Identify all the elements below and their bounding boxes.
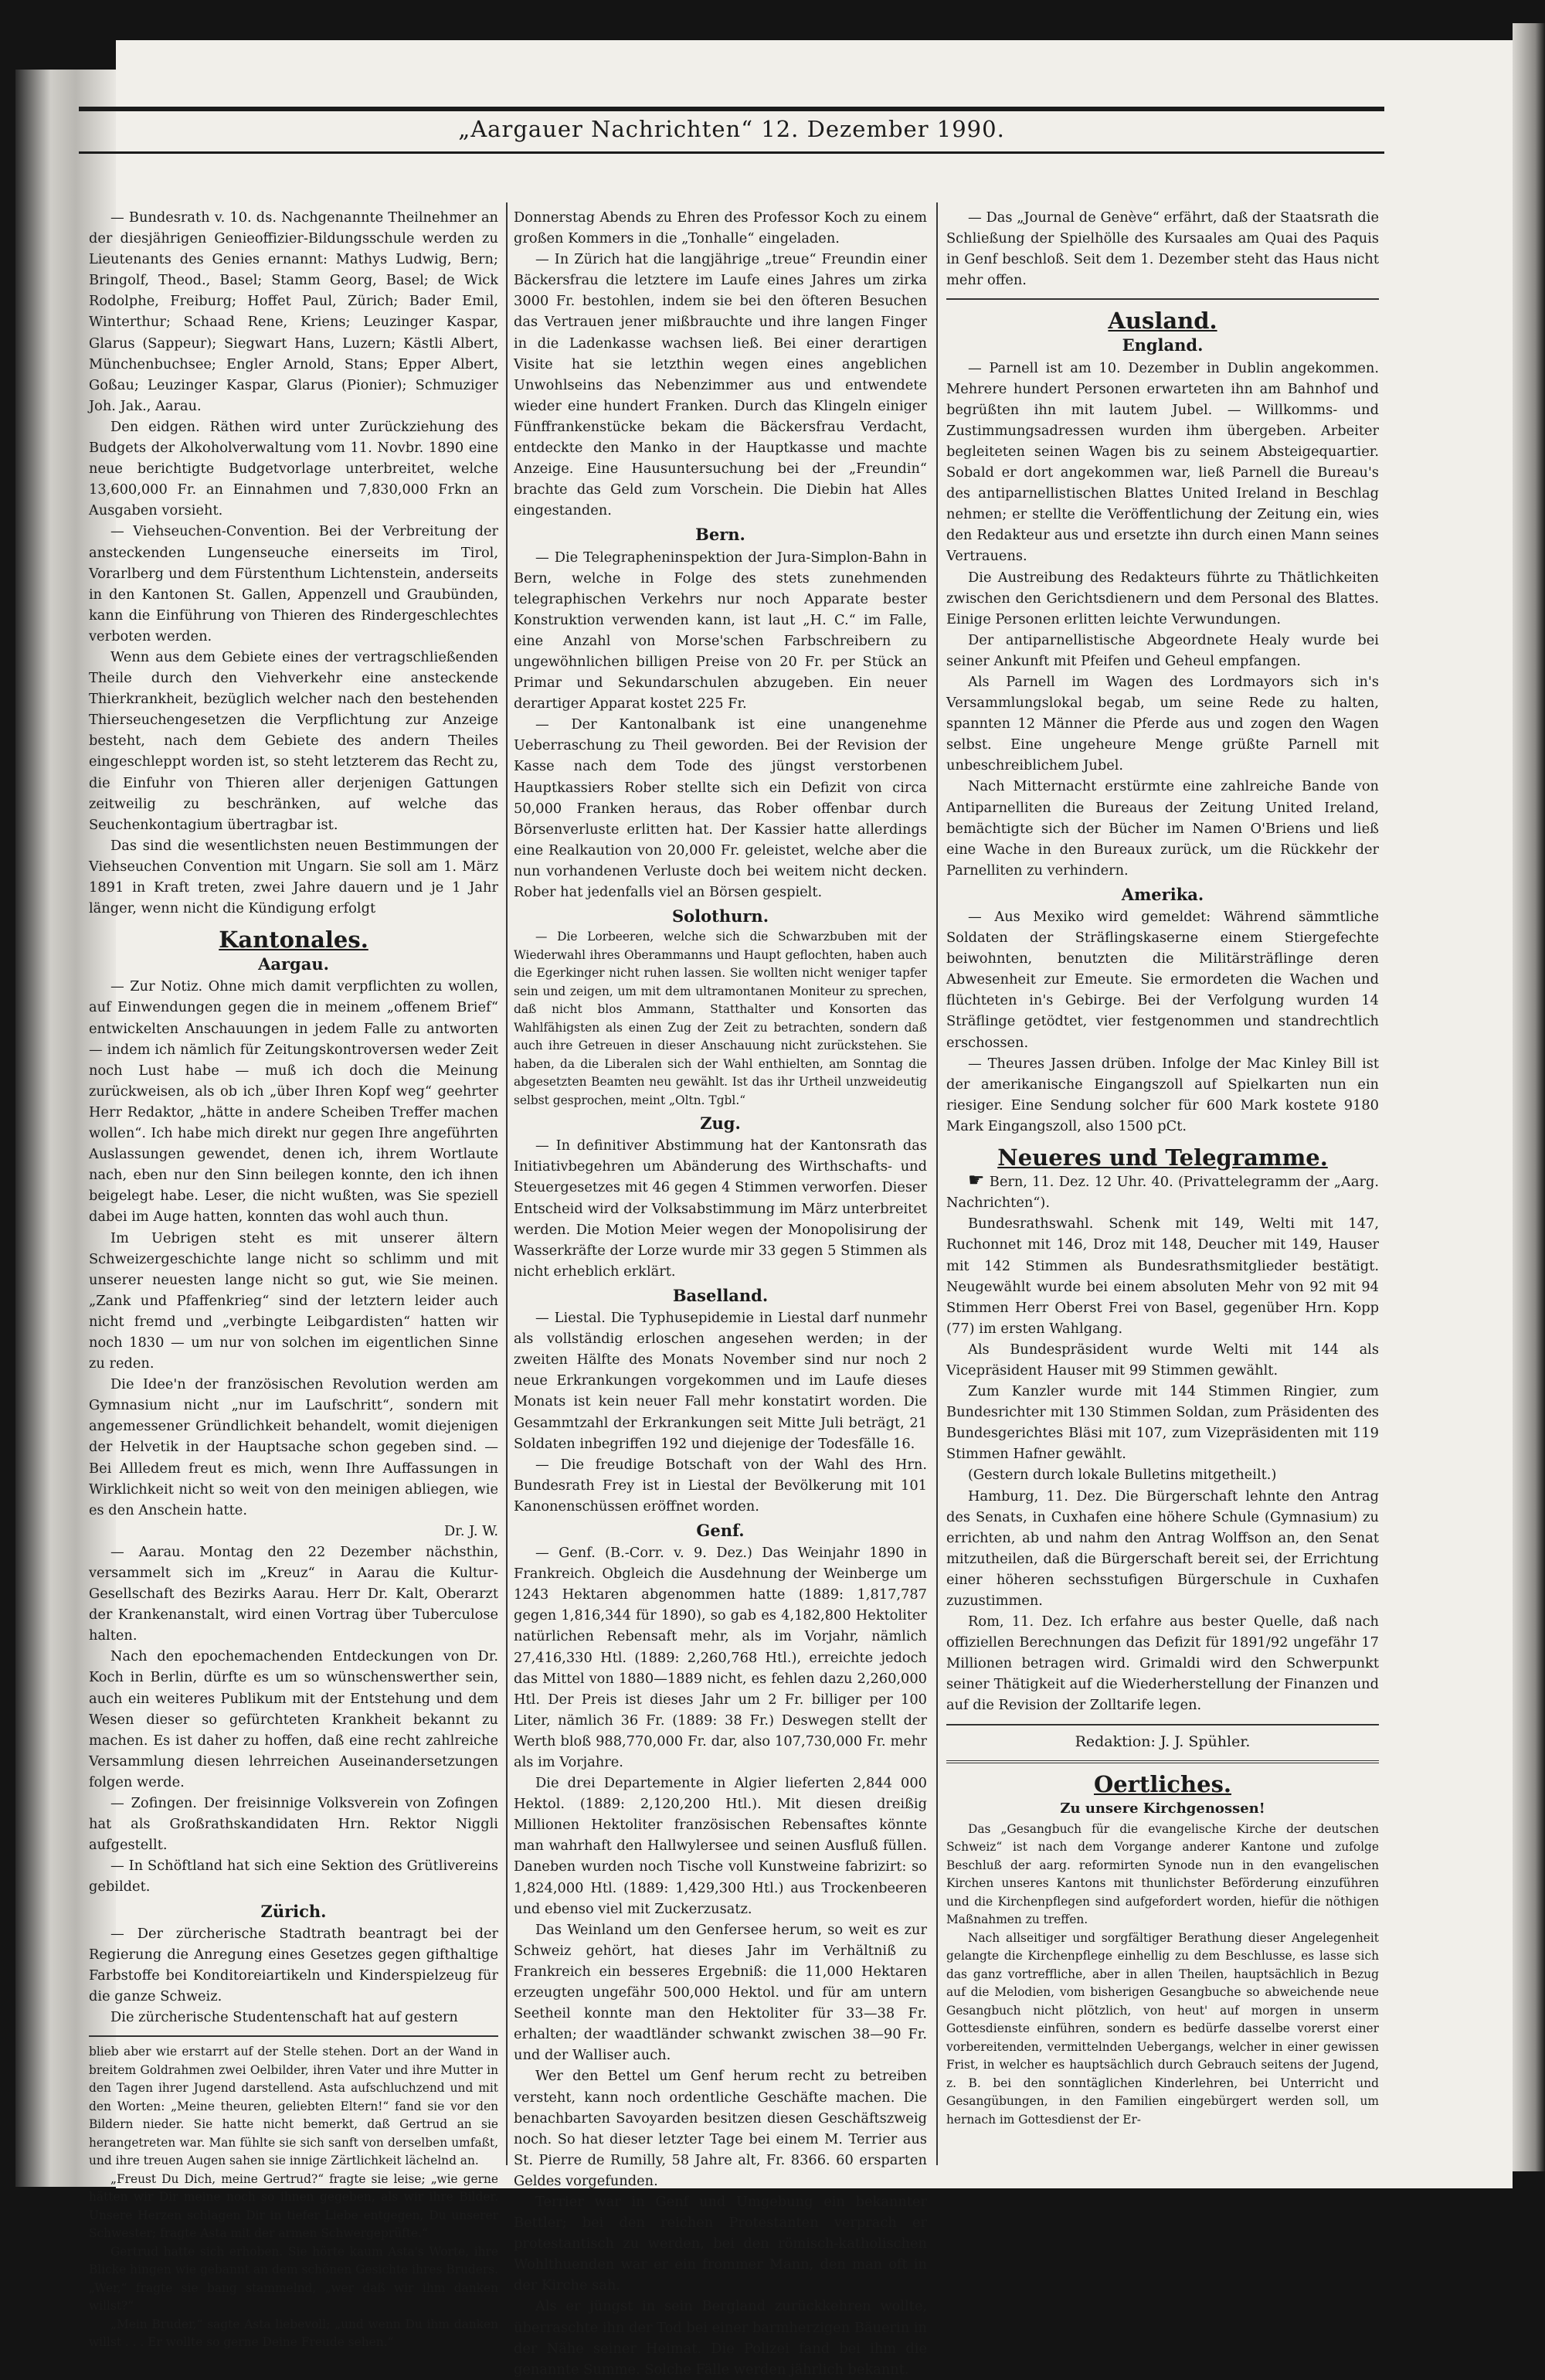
article: Rom, 11. Dez. Ich erfahre aus bester Quelle, daß nach offiziellen Berechnungen das Defizit für 1891/92 ungefähr 17 Millionen betragen wird. Grimaldi wird den Schwerpunkt seiner Thätigkeit auf die Wiederherstellung der Finanzen und auf die Revision der Zolltarife legen. xyxy=(946,1613,1379,1714)
article: Das sind die wesentlichsten neuen Bestimmungen der Viehseuchen Convention mit Ungarn. Sie soll am 1. März 1891 in Kraft treten, zwei Jahre dauern und je 1 Jahr länger, wenn nicht die Kündigung erfolgt xyxy=(89,837,498,917)
article: — In Zürich hat die langjährige „treue“ Freundin einer Bäckersfrau die letztere im Laufe eines Jahres um zirka 3000 Fr. bestohlen, indem sie bei den öfteren Besuchen das Vertrauen jener mißbrauchte und ihre langen Finger in die Ladenkasse wachsen ließ. Bei einer derartigen Visite hat sie letzthin wegen eines angeblichen Unwohlseins das Nebenzimmer aus und entwendete wieder eine hundert Franken. Durch das Klingeln einiger Fünffrankenstücke bekam die Bäckersfrau Verdacht, entdeckte den Manko in der Hauptkasse und machte Anzeige. Eine Hausuntersuchung bei der „Freundin“ brachte das Geld zum Vorschein. Die Diebin hat Alles eingestanden. xyxy=(514,251,927,519)
subheading-baselland: Baselland. xyxy=(672,1285,769,1305)
subheading-zuerich: Zürich. xyxy=(260,1901,327,1921)
telegram-dateline: Bern, 11. Dez. 12 Uhr. 40. (Privattelegramm der „Aarg. Nachrichten“). xyxy=(946,1174,1379,1212)
article: — Liestal. Die Typhusepidemie in Liestal darf nunmehr als vollständig erloschen angesehen werden; in der zweiten Hälfte des Monats November sind nur noch 2 neue Erkrankungen vorgekommen und im Laufe dieses Monats ist kein neuer Fall mehr konstatirt worden. Die Gesammtzahl der Erkrankungen seit Mitte Juli beträgt, 21 Soldaten inbegriffen 192 und diejenige der Todesfälle 16. xyxy=(514,1310,927,1452)
article: — Viehseuchen-Convention. Bei der Verbreitung der ansteckenden Lungenseuche einerseits im Tirol, Vorarlberg und dem Fürstenthum Lichtenstein, anderseits in den Kantonen St. Gallen, Appenzell und Graubünden, kann die Einführung von Thieren des Rindergeschlechtes verboten werden. xyxy=(89,523,498,644)
article: — In Schöftland hat sich eine Sektion des Grütlivereins gebildet. xyxy=(89,1858,498,1896)
notice-paragraph: Das „Gesangbuch für die evangelische Kirche der deutschen Schweiz“ ist nach dem Vorgange anderer Kantone und zufolge Beschluß der aarg. reformirten Synode nun in den evangelischen Kirchen unseres Kantons mit thunlichster Beförderung einzuführen und die Kirchenpflegen sind aufgefordert worden, hiefür die nöthigen Maßnahmen zu treffen. xyxy=(946,1821,1379,1927)
article: — Zofingen. Der freisinnige Volksverein von Zofingen hat als Großrathskandidaten Hrn. Rektor Niggli aufgestellt. xyxy=(89,1795,498,1854)
section-heading-oertliches: Oertliches. xyxy=(1093,1770,1232,1797)
article: Wenn aus dem Gebiete eines der vertragschließenden Theile durch den Viehverkehr eine ansteckende Thierkrankheit, bezüglich welcher nach den bestehenden Thierseuchengesetzen die Verpflichtung zur Anzeige besteht, nach dem Gebiete des andern Theiles eingeschleppt worden ist, so steht letzterem das Recht zu, die Einfuhr von Thieren aller derjenigen Gattungen zeitweilig zu beschränken, auf welche das Seuchenkontagium übertragbar ist. xyxy=(89,648,498,833)
section-heading-kantonales: Kantonales. xyxy=(219,926,368,954)
article: — Aarau. Montag den 22 Dezember nächsthin, versammelt sich im „Kreuz“ in Aarau die Kultur-Gesellschaft des Bezirks Aarau. Herr Dr. Kalt, Oberarzt der Krankenanstalt, wird einen Vortrag über Tuberculose halten. xyxy=(89,1543,498,1644)
article: — Der zürcherische Stadtrath beantragt bei der Regierung die Anregung eines Gesetzes gegen gifthaltige Farbstoffe bei Konditoreiartikeln und Kinderspielzeug für die ganze Schweiz. xyxy=(89,1925,498,2004)
feuilleton-paragraph: Gertrud hatte sich erhoben. Sie hörte kaum Asta's Worte, ihre Blicke hingen wie gebannt an dem schönen Gesichte ihres Bruders. „Wer,“ fragte sie bang stammelnd, „wer daß wir ihm danken willst?“ xyxy=(89,2244,498,2314)
article: (Gestern durch lokale Bulletins mitgetheilt.) xyxy=(968,1467,1277,1484)
column-divider-2 xyxy=(936,202,938,2165)
article: — Das „Journal de Genève“ erfährt, daß der Staatsrath die Schließung der Spielhölle des Kursaales am Quai des Paquis in Genf beschloß. Seit dem 1. Dezember steht das Haus nicht mehr offen. xyxy=(946,209,1379,289)
section-heading-ausland: Ausland. xyxy=(1108,308,1217,335)
article: Hamburg, 11. Dez. Die Bürgerschaft lehnte den Antrag des Senats, in Cuxhafen eine höhere Schule (Gymnasium) zu errichten, ab und nahm den Antrag Wolffson an, den Senat mitzutheilen, daß die Bürgerschaft bereit sei, der Errichtung einer höheren sechsstufigen Bürgerschule in Cuxhafen zuzustimmen. xyxy=(946,1488,1379,1609)
article: Die Austreibung des Redakteurs führte zu Thätlichkeiten zwischen den Gerichtsdienern und dem Personal des Blattes. Einige Personen erlitten leichte Verwundungen. xyxy=(946,569,1379,627)
article: Der antiparnellistische Abgeordnete Healy wurde bei seiner Ankunft mit Pfeifen und Geheul empfangen. xyxy=(946,631,1379,669)
subheading-england: England. xyxy=(1122,335,1204,355)
article: — Zur Notiz. Ohne mich damit verpflichten zu wollen, auf Einwendungen gegen die in meinem „offenem Brief“ entwickelten Anschauungen in jedem Falle zu antworten — indem ich nämlich für Zeitungskontroversen weder Zeit noch Lust habe — muß ich doch die Meinung zurückweisen, als ob ich „über Ihren Kopf weg“ geehrter Herr Redaktor, „hätte in andere Scheiben Treffer machen wollen“. Ich habe mich direkt nur gegen Ihre angeführten Auslassungen gewendet, denen ich, ihrem Wortlaute nach, eben nur den Sinn beilegen konnte, den ich ihnen beigelegt habe. Leser, die nicht wußten, was Sie speziell dabei im Auge hatten, konnten das wohl auch thun. xyxy=(89,978,498,1226)
article: — Die freudige Botschaft von der Wahl des Hrn. Bundesrath Frey ist in Liestal der Bevölkerung mit 101 Kanonenschüssen eröffnet worden. xyxy=(514,1456,927,1515)
article: Als er jüngst in sein Bergland zurückkehren wollte, überraschte ihn der Tod bei einer barmherzigen Bäuerin in der Nähe seiner Heimat. Die Polizei fand bei ihm die genannte Summe. Solche Fälle werden jährlich bekannt. xyxy=(514,2298,927,2378)
telegram xyxy=(946,1170,1379,1213)
subheading-zug: Zug. xyxy=(700,1114,741,1134)
column-divider-1 xyxy=(506,202,508,2165)
subheading-solothurn: Solothurn. xyxy=(671,906,769,926)
article: — Bundesrath v. 10. ds. Nachgenannte Theilnehmer an der diesjährigen Genieoffizier-Bildungsschule werden zu Lieutenants des Genies ernannt: Mathys Ludwig, Bern; Bringolf, Theod., Basel; Stamm Georg, Basel; de Wick Rodolphe, Freiburg; Hoffet Paul, Zürich; Bader Emil, Winterthur; Schaad Rene, Kriens; Leuzinger Kaspar, Glarus (Sappeur); Siegwart Hans, Luzern; Kästli Albert, Münchenbuchsee; Engler Arnold, Stans; Epper Albert, Goßau; Leuzinger Kaspar, Glarus (Pionier); Schmuziger Joh. Jak., Aarau. xyxy=(89,209,498,414)
article: Donnerstag Abends zu Ehren des Professor Koch zu einem großen Kommers in die „Tonhalle“ eingeladen. xyxy=(514,209,927,247)
subheading-amerika: Amerika. xyxy=(1121,884,1204,904)
subheading-aargau: Aargau. xyxy=(258,954,329,974)
article: — Der Kantonalbank ist eine unangenehme Ueberraschung zu Theil geworden. Bei der Revision der Kasse nach dem Tode des jüngst verstorbenen Hauptkassiers Rober stellte sich ein Defizit von circa 50,000 Franken heraus, das Rober offenbar durch Börsenverluste erlitten hat. Der Kassier hatte allerdings eine Realkaution von 20,000 Fr. geleistet, welche aber die nun vorhandenen Verluste doch bei weitem nicht decken. Rober hat jedenfalls viel an Börsen gespielt. xyxy=(514,716,927,900)
article: Das Weinland um den Genfersee herum, so weit es zur Schweiz gehört, hat dieses Jahr im Verhältniß zu Frankreich ein besseres Ergebniß: die 11,000 Hektaren erzeugten ungefähr 500,000 Hektol. und für am untern Seetheil konnte man den Hektoliter für 33—38 Fr. erhalten; der waadtländer schwankt zwischen 38—90 Fr. und der Walliser auch. xyxy=(514,1921,927,2064)
article: — Aus Mexiko wird gemeldet: Während sämmtliche Soldaten der Sträflingskaserne einem Stiergefechte beiwohnten, benutzten die Militärsträflinge deren Abwesenheit zur Emeute. Sie ermordeten die Wachen und flüchteten in's Gebirge. Bei der Verfolgung wurden 14 Sträflinge getödtet, vier festgenommen und standrechtlich erschossen. xyxy=(946,909,1379,1051)
masthead-title: „Aargauer Nachrichten“ 12. Dezember 1990. xyxy=(458,116,1005,142)
article: — In definitiver Abstimmung hat der Kantonsrath das Initiativbegehren um Abänderung des Wirthschafts- und Steuergesetzes mit 46 gegen 4 Stimmen verworfen. Dieser Entscheid wird der Volksabstimmung im März unterbreitet werden. Die Motion Meier wegen der Monopolisirung der Wasserkräfte der Lorze wurde mir 33 gegen 5 Stimmen als nicht erheblich erklärt. xyxy=(514,1137,927,1280)
article: Nach den epochemachenden Entdeckungen von Dr. Koch in Berlin, dürfte es um so wünschenswerther sein, auch ein weiteres Publikum mit der Entstehung und dem Wesen dieser so gefürchteten Krankheit bekannt zu machen. Es ist daher zu hoffen, daß eine recht zahlreiche Versammlung diesen lehrreichen Auseinandersetzungen folgen werde. xyxy=(89,1648,498,1790)
pointing-hand-icon: ☛ xyxy=(968,1169,985,1192)
article: Als Bundespräsident wurde Welti mit 144 als Vicepräsident Hauser mit 99 Stimmen gewählt. xyxy=(946,1341,1379,1379)
section-heading-neueres: Neueres und Telegramme. xyxy=(997,1144,1328,1171)
subheading-genf: Genf. xyxy=(696,1520,745,1540)
feuilleton-divider xyxy=(89,2035,498,2037)
article: — Die Telegrapheninspektion der Jura-Simplon-Bahn in Bern, welche in Folge des stets zunehmenden telegraphischen Verkehrs nur noch Apparate bester Konstruktion verwenden kann, ist laut „H. C.“ im Falle, eine Anzahl von Morse'schen Farbschreibern zu ungewöhnlichen billigen Preise von 20 Fr. per Stück an Primar und Sekundarschulen abzugeben. Ein neuer derartiger Apparat kostet 225 Fr. xyxy=(514,549,927,712)
editor-divider-top xyxy=(946,1724,1379,1726)
notice-body xyxy=(946,1821,1379,2130)
editor-line: Redaktion: J. J. Spühler. xyxy=(1075,1732,1251,1750)
feuilleton xyxy=(89,2043,498,2352)
column-3 xyxy=(946,207,1379,2129)
feuilleton-paragraph: „Freust Du Dich, meine Gertrud?“ fragte sie leise; „wie gerne hätten wir Dir meine noch so ihnen gegeben, als wir ihre Bilder. Unsere Herzen schlagen Dir in tiefer Liebe entgegen, Du unserer Schwester; fragte Asta mit der armen Schwergeprüfte.“ xyxy=(89,2171,498,2241)
article: Die drei Departemente in Algier lieferten 2,844 000 Hektol. (1889: 2,120,200 Htl.). Mit diesen dreißig Millionen Hektoliter französischen Rebensaftes könnte man wahrhaft den Hallwylersee und seinen Ausfluß füllen. Daneben wurden noch Tische voll Kunstweine fabrizirt: so 1,824,000 Htl. (1889: 1,429,300 Htl.) aus Trockenbeeren und ebenso viel mit Zuckerzusatz. xyxy=(514,1775,927,1917)
article: Zum Kanzler wurde mit 144 Stimmen Ringier, zum Bundesrichter mit 130 Stimmen Soldan, zum Präsidenten des Bundesgerichtes Bläsi mit 107, zum Vizepräsidenten mit 119 Stimmen Hafner gewählt. xyxy=(946,1383,1379,1463)
article: — Die Lorbeeren, welche sich die Schwarzbuben mit der Wiederwahl ihres Oberammanns und Haupt geflochten, haben auch die Egerkinger nicht ruhen lassen. Sie wollten nicht weniger tapfer sein und zeigen, um mit dem ultramontanen Moniteur zu sprechen, daß nicht blos Ammann, Statthalter und Konsorten das Wahlfähigsten als einen Zug der Zeit zu betrachten, sondern daß auch ihre Getreuen in dieser Anschauung nicht zurückstehen. Sie haben, da die Liberalen sich der Wahl enthielten, am Sonntag die abgesetzten Beamten neu gewählt. Ist das ihr Urtheil unzweideutig selbst gesprochen, meint „Oltn. Tgbl.“ xyxy=(514,930,927,1107)
editor-divider-bottom xyxy=(946,1760,1379,1763)
column-2 xyxy=(514,207,927,2380)
article: — Theures Jassen drüben. Infolge der Mac Kinley Bill ist der amerikanische Eingangszoll auf Spielkarten nun ein riesiger. Eine Sendung solcher für 600 Mark kostete 9180 Mark Eingangszoll, also 1500 pCt. xyxy=(946,1055,1379,1134)
article: Die zürcherische Studentenschaft hat auf gestern xyxy=(110,2008,458,2025)
article: Als Parnell im Wagen des Lordmayors sich in's Versammlungslokal begab, um seine Rede zu halten, spannten 12 Männer die Pferde aus und zogen den Wagen selbst. Eine ungeheure Menge grüßte Parnell mit unbeschreiblichem Jubel. xyxy=(946,673,1379,774)
article: Wer den Bettel um Genf herum recht zu betreiben versteht, kann noch ordentliche Geschäfte machen. Die benachbarten Savoyarden besitzen diesen Geschäftszweig noch. So hat dieser letzter Tage bei einem M. Terrier aus St. Pierre de Rumilly, 58 Jahre alt, Fr. 8366. 60 ersparten Geldes vorgefunden. xyxy=(514,2068,927,2189)
article: Nach Mitternacht erstürmte eine zahlreiche Bande von Antiparnelliten die Bureaus der Zeitung United Ireland, bemächtigte sich der Bücher im Namen O'Briens und ließ eine Wache in den Bureaux zurück, um die Rückkehr der Parnelliten zu verhindern. xyxy=(946,778,1379,879)
article: Im Uebrigen steht es mit unserer ältern Schweizergeschichte lange nicht so schlimm und mit unserer neuesten lange nicht so gut, wie Sie meinen. „Zank und Pfaffenkrieg“ sind der letztern leider auch nicht fremd und „verbingte Leibgardisten“ hatten wir noch 1830 — um nur von solchen im eigentlichen Sinne zu reden. xyxy=(89,1229,498,1372)
signature: Dr. J. W. xyxy=(444,1522,498,1539)
article: Terrier war in Genf und Umgebung ein bekannter Bettler; bei den reichen Protestanten verprach er protestantisch zu werden, bei den römisch-katholischen Wohlthuenden war er ein frommer Mann, den man oft in der Kirche sah. xyxy=(514,2193,927,2294)
subheading-kirchgenossen: Zu unsere Kirchgenossen! xyxy=(1060,1800,1265,1817)
masthead xyxy=(79,107,1384,154)
article: — Genf. (B.-Corr. v. 9. Dez.) Das Weinjahr 1890 in Frankreich. Obgleich die Ausdehnung der Weinberge um 1243 Hektaren abgenommen hatte (1889: 1,817,787 gegen 1,816,344 für 1890), so gab es 4,182,800 Hektoliter natürlichen Rebensaft mehr, als im Vorjahr, nämlich 27,416,330 Htl. (1889: 2,260,768 Htl.), erreichte jedoch das Mittel von 1880—1889 nicht, es fehlen dazu 2,260,000 Htl. Der Preis ist dieses Jahr um 2 Fr. billiger per 100 Liter, nämlich 36 Fr. (1889: 38 Fr.) Deswegen stellt der Werth bloß 988,770,000 Fr. dar, also 107,730,000 Fr. mehr als im Vorjahre. xyxy=(514,1545,927,1770)
section-divider xyxy=(946,298,1379,300)
feuilleton-paragraph: „Mein Bruder,“ sagte Asta liebevoll; „und wenn Du ihm danken willst . . . Er wollte so gerne Deine Freude sehen.“ xyxy=(89,2317,498,2350)
column-1 xyxy=(89,207,498,2352)
page-stack-right xyxy=(1513,23,1545,2171)
feuilleton-paragraph: blieb aber wie erstarrt auf der Stelle stehen. Dort an der Wand in breitem Goldrahmen zwei Oelbilder, ihren Vater und ihre Mutter in den Tagen ihrer Jugend darstellend. Asta aufschluchzend und mit den Worten: „Meine theuren, geliebten Eltern!“ fand sie vor den Bildern nieder. Sie hatte nicht bemerkt, daß Gertrud an sie herangetreten war. Man fühlte sie sich sanft von derselben umfaßt, und ihre treuen Augen sahen sie innige Zärtlichkeit lächelnd an. xyxy=(89,2045,498,2168)
article: — Parnell ist am 10. Dezember in Dublin angekommen. Mehrere hundert Personen erwarteten ihn am Bahnhof und begrüßten ihn mit lautem Jubel. — Willkomms- und Zustimmungsadressen wurden ihm übergeben. Arbeiter begleiteten seinen Wagen bis zu seinem Absteigequartier. Sobald er dort angekommen war, ließ Parnell die Bureau's des antiparnellistischen Blattes United Ireland in Beschlag nehmen; er stellte die Veröffentlichung der Zeitung ein, wies den Redakteur aus und ersetzte ihn durch einen Mann seines Vertrauens. xyxy=(946,359,1379,565)
article: Die Idee'n der französischen Revolution werden am Gymnasium nicht „nur im Laufschritt“, sondern mit angemessener Gründlichkeit behandelt, womit diejenigen der Helvetik in der Hauptsache schon gegeben sind. — Bei Allledem freut es mich, wenn Ihre Auffassungen in Wirklichkeit nicht so weit von den meinigen abliegen, wie es den Anschein hatte. xyxy=(89,1376,498,1518)
notice-paragraph: Nach allseitiger und sorgfältiger Berathung dieser Angelegenheit gelangte die Kirchenpflege einhellig zu dem Beschlusse, es lasse sich das ganz vortreffliche, aber in allen Theilen, hauptsächlich in Bezug auf die Melodien, vom bisherigen Gesangbuche so abweichende neue Gesangbuch nicht plötzlich, von heut' auf morgen in unserm Gottesdienste einführen, sondern es bedürfe dasselbe vorerst einer vorbereitenden, vermittelnden Uebergangs, welcher in einer gewissen Frist, in welcher es hauptsächlich durch Gebrauch seitens der Jugend, z. B. bei den sonntäglichen Kinderlehren, bei Unterricht und Gesangübungen, in den Familien eingebürgert werden soll, um hernach im Gottesdienst der Er- xyxy=(946,1930,1379,2127)
subheading-bern: Bern. xyxy=(695,525,745,545)
article: Bundesrathswahl. Schenk mit 149, Welti mit 147, Ruchonnet mit 146, Droz mit 148, Deucher mit 149, Hauser mit 142 Stimmen als Bundesrathsmitglieder bestätigt. Neugewählt wurde bei einem absoluten Mehr von 92 mit 94 Stimmen Herr Oberst Frei von Basel, gegenüber Hrn. Kopp (77) im ersten Wahlgang. xyxy=(946,1216,1379,1337)
article: Den eidgen. Räthen wird unter Zurückziehung des Budgets der Alkoholverwaltung vom 11. Novbr. 1890 eine neue berichtigte Budgetvorlage unterbreitet, welche 13,600,000 Fr. an Einnahmen und 7,830,000 Frkn an Ausgaben vorsieht. xyxy=(89,418,498,519)
